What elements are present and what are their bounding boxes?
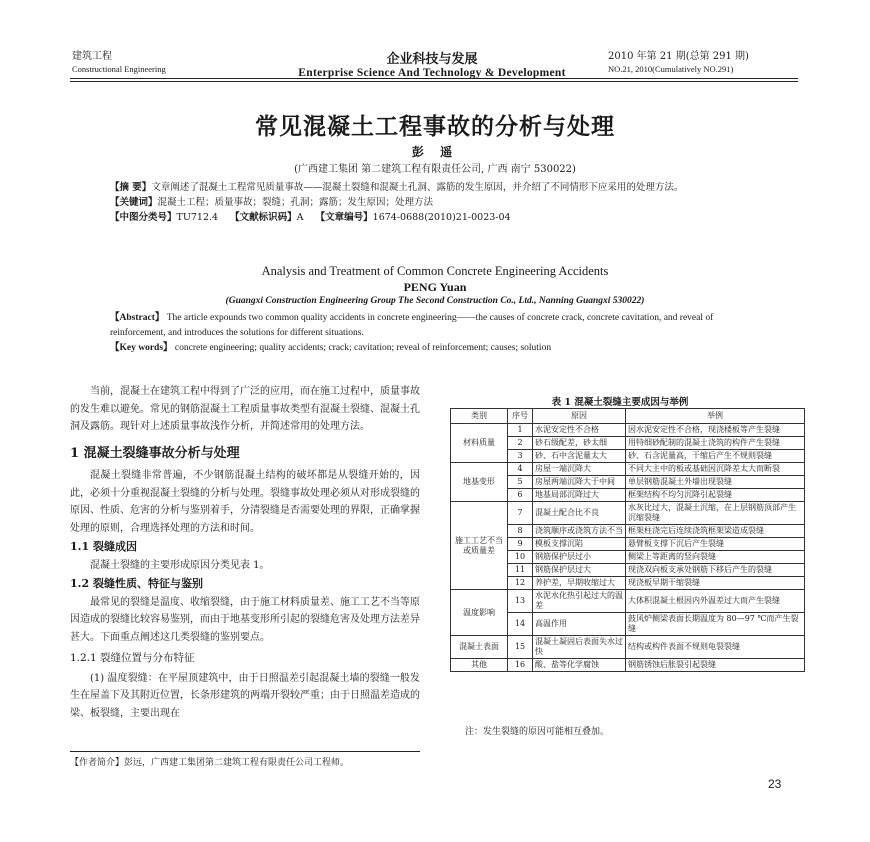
table-cell: 水灰比过大，混凝土沉缩，在上层钢筋顶部产生沉缩裂缝	[626, 502, 805, 525]
table-cell: 高温作用	[533, 613, 626, 636]
footnote-rule	[70, 751, 420, 752]
english-abstract	[110, 311, 750, 356]
author-affiliation: (广西建工集团 第二建筑工程有限责任公司, 广西 南宁 530022)	[294, 164, 576, 175]
table-cell: 10	[508, 551, 533, 564]
article-title: 常见混凝土工程事故的分析与处理	[255, 113, 615, 140]
table-cell: 5	[508, 476, 533, 489]
english-affiliation: (Guangxi Construction Engineering Group The Second Construction Co., Ltd., Nanning Guangxi 530022)	[225, 296, 645, 306]
table-row	[451, 636, 805, 659]
journal-name-en: Enterprise Science And Technology & Development	[298, 67, 566, 79]
header-right	[608, 50, 749, 76]
table-cell: 13	[508, 590, 533, 613]
journal-name-cn: 企业科技与发展	[386, 52, 478, 67]
english-author: PENG Yuan	[403, 280, 467, 294]
table-header-cell: 序号	[508, 409, 533, 424]
table-note: 注：发生裂缝的原因可能相互叠加。	[465, 727, 610, 737]
body-column-left	[70, 383, 420, 722]
table-cell: 混凝土表面	[451, 636, 508, 659]
table-cell: 16	[508, 659, 533, 672]
table-header-cell: 原因	[533, 409, 626, 424]
table-cell: 用特细砂配制的混凝土浇筑的构件产生裂缝	[626, 437, 805, 450]
table-cell: 模板支撑沉陷	[533, 538, 626, 551]
table-cell: 房屋两端沉降大于中间	[533, 476, 626, 489]
table-cell: 材料质量	[451, 424, 508, 463]
clc-value: TU712.4	[176, 212, 219, 223]
section-1-2-1-paragraph: (1) 温度裂缝：在平屋顶建筑中，由于日照温差引起混凝土墙的裂缝一般发生在屋盖下及其附近位置，长条形建筑的两端开裂较严重；由于日照温差造成的梁、板裂缝，主要出现在	[70, 672, 420, 719]
table-cell: 9	[508, 538, 533, 551]
table-cell: 温度影响	[451, 590, 508, 636]
table-cell: 4	[508, 463, 533, 476]
table-cell: 结构或构件表面不规则龟裂裂缝	[626, 636, 805, 659]
chinese-abstract	[110, 180, 770, 225]
page-number: 23	[768, 777, 782, 791]
header-rule-thin	[70, 81, 798, 82]
table-cell: 因水泥安定性不合格，现浇楼板等产生裂缝	[626, 424, 805, 437]
section-1-1-heading: 1.1 裂缝成因	[70, 540, 137, 553]
table-row	[451, 424, 805, 437]
table-cell: 现浇板早期干缩裂缝	[626, 577, 805, 590]
table-cell: 2	[508, 437, 533, 450]
table-row	[451, 502, 805, 525]
table-header-cell: 举例	[626, 409, 805, 424]
table-cell: 混凝土凝固后表面失水过快	[533, 636, 626, 659]
doc-code-label: 【文献标识码】	[230, 212, 297, 223]
table-cell: 钢筋保护层过大	[533, 564, 626, 577]
table-cell: 房屋一端沉降大	[533, 463, 626, 476]
table-cell: 12	[508, 577, 533, 590]
table-cell: 施工工艺不当或质量差	[451, 502, 508, 590]
table-cell: 养护差，早期收缩过大	[533, 577, 626, 590]
table-row	[451, 463, 805, 476]
header-center	[222, 48, 642, 79]
keywords-label: 【关键词】	[110, 197, 158, 208]
keywords-text: 混凝土工程；质量事故；裂缝；孔洞；露筋；发生原因；处理方法	[157, 197, 434, 208]
issue-en: NO.21, 2010(Cumulatively NO.291)	[608, 64, 734, 74]
author-name: 彭 遥	[411, 145, 459, 159]
doc-code-value: A	[296, 212, 304, 223]
table-cell: 侧梁上等距离的竖向裂缝	[626, 551, 805, 564]
article-no-label: 【文章编号】	[315, 212, 373, 223]
crack-causes-table	[450, 408, 805, 672]
section-1-2-paragraph: 最常见的裂缝是温度、收缩裂缝，由于施工材料质量差、施工工艺不当等原因造成的裂缝比较容易鉴别，而由于地基变形所引起的裂缝危害及处理方法差异甚大。下面重点阐述这几类裂缝的鉴别要点。	[70, 596, 420, 643]
table-header-row	[451, 409, 805, 424]
table-cell: 悬臂板支撑下沉后产生裂缝	[626, 538, 805, 551]
english-keywords-label: 【Key words】	[110, 343, 173, 353]
table-cell: 钢筋保护层过小	[533, 551, 626, 564]
table-cell: 水泥水化热引起过大的温差	[533, 590, 626, 613]
table-cell: 其他	[451, 659, 508, 672]
table-cell: 14	[508, 613, 533, 636]
abstract-label: 【摘 要】	[110, 182, 152, 193]
table-cell: 混凝土配合比不良	[533, 502, 626, 525]
table-cell: 地基局部沉降过大	[533, 489, 626, 502]
table-cell: 水泥安定性不合格	[533, 424, 626, 437]
table-row	[451, 590, 805, 613]
header-left	[72, 50, 166, 76]
header-left-en: Constructional Engineering	[72, 64, 166, 74]
english-abstract-label: 【Abstract】	[110, 313, 165, 323]
table-header-cell: 类别	[451, 409, 508, 424]
section-1-heading: 1 混凝土裂缝事故分析与处理	[70, 445, 240, 461]
english-abstract-text: The article expounds two common quality accidents in concrete engineering——the causes of concrete crack, concrete cavitation, and reveal of reinforcement, and introduces the solutions for different situations.	[110, 313, 714, 338]
section-1-2-1-heading: 1.2.1 裂缝位置与分布特征	[70, 652, 195, 664]
english-keywords-text: concrete engineering; quality accidents; crack; cavitation; reveal of reinforcement; causes; solution	[174, 343, 552, 353]
intro-paragraph: 当前，混凝土在建筑工程中得到了广泛的应用，而在施工过程中，质量事故的发生难以避免。常见的钢筋混凝土工程质量事故类型有混凝土裂缝、混凝土孔洞及露筋。现针对上述质量事故浅作分析，并简述常用的处理方法。	[70, 386, 420, 432]
table-cell: 砂、石含泥量高，干缩后产生不规则裂缝	[626, 450, 805, 463]
table-cell: 15	[508, 636, 533, 659]
table-cell: 不同大主中的板或基础因沉降差太大而断裂	[626, 463, 805, 476]
table-caption: 表 1 混凝土裂缝主要成因与举例	[551, 397, 689, 408]
section-1-paragraph: 混凝土裂缝非常普遍，不少钢筋混凝土结构的破坏都是从裂缝开始的，因此，必须十分重视混凝土裂缝的分析与处理。裂缝事故处理必须从对形成裂缝的原因、性质、危害的分析与鉴别着手，分清裂缝是否需要处理的界限，正确掌握处理的原则，合理选择处理的方法和时间。	[70, 470, 420, 534]
table-row	[451, 659, 805, 672]
table-cell: 11	[508, 564, 533, 577]
table-cell: 6	[508, 489, 533, 502]
table-cell: 砂石级配差，砂太细	[533, 437, 626, 450]
table-cell: 酸、盐等化学腐蚀	[533, 659, 626, 672]
table-cell: 地基变形	[451, 463, 508, 502]
table-cell: 框架柱浇完后连续浇筑框架梁造成裂缝	[626, 525, 805, 538]
section-1-2-heading: 1.2 裂缝性质、特征与鉴别	[70, 577, 203, 590]
table-cell: 浇筑顺序或浇筑方法不当	[533, 525, 626, 538]
abstract-text: 文章阐述了混凝土工程常见质量事故——混凝土裂缝和混凝土孔洞、露筋的发生原因，并介绍了不同情形下应采用的处理方法。	[151, 182, 684, 193]
table-cell: 单层钢筋混凝土外墙出现裂缝	[626, 476, 805, 489]
table-cell: 鼓风炉侧梁表面长期温度为 80—97 ℃而产生裂缝	[626, 613, 805, 636]
table-cell: 钢筋锈蚀后胀裂引起裂缝	[626, 659, 805, 672]
author-footnote: 【作者简介】彭远，广西建工集团第二建筑工程有限责任公司工程师。	[70, 758, 350, 768]
header-rule	[70, 78, 798, 79]
table-cell: 框架结构不均匀沉降引起裂缝	[626, 489, 805, 502]
table-cell: 1	[508, 424, 533, 437]
header-left-cn: 建筑工程	[72, 51, 112, 62]
issue-cn: 2010 年第 21 期(总第 291 期)	[608, 51, 749, 62]
table-cell: 3	[508, 450, 533, 463]
table-cell: 砂、石中含泥量太大	[533, 450, 626, 463]
section-1-1-paragraph: 混凝土裂缝的主要形成原因分类见表 1。	[90, 559, 270, 571]
table-cell: 现浇双向板支承处钢筋下移后产生的裂缝	[626, 564, 805, 577]
table-cell: 7	[508, 502, 533, 525]
clc-label: 【中图分类号】	[110, 212, 177, 223]
english-title: Analysis and Treatment of Common Concrete Engineering Accidents	[261, 264, 609, 278]
table-cell: 大体积混凝土根因内外温差过大而产生裂缝	[626, 590, 805, 613]
article-no-value: 1674-0688(2010)21-0023-04	[372, 212, 511, 223]
table-cell: 8	[508, 525, 533, 538]
